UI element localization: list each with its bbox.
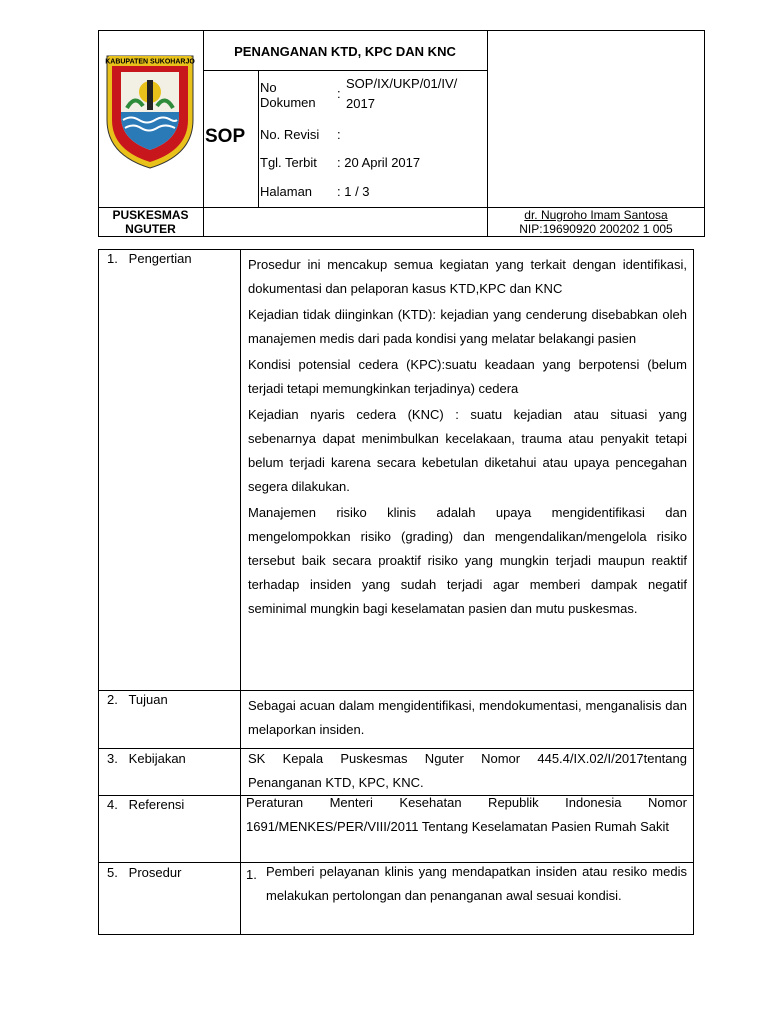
section-label-prosedur: 5. Prosedur (107, 865, 182, 880)
paragraph: Kejadian nyaris cedera (KNC) : suatu kejadian atau situasi yang sebenarnya dapat menimbulkan kecelakaan, trauma atau penyakit tetapi belum terjadi karena secara kebetulan diketahui atau upaya pencegahan segera dilakukan. (248, 407, 687, 494)
procedure-step-text: Pemberi pelayanan klinis yang mendapatkan insiden atau resiko medis melakukan pertolongan dan penanganan awal sesuai kondisi. (266, 864, 687, 903)
kabupaten-logo (105, 50, 195, 170)
paragraph: Kejadian tidak diinginkan (KTD): kejadian yang cenderung disebabkan oleh manajemen medis dari pada kondisi yang melatar belakangi pasien (248, 307, 687, 346)
tgl-terbit-label: Tgl. Terbit (260, 155, 317, 170)
halaman-label: Halaman (260, 184, 313, 199)
signer-name: dr. Nugroho Imam Santosa (524, 208, 668, 222)
signer-block (487, 208, 705, 236)
paragraph: Kondisi potensial cedera (KPC):suatu keadaan yang berpotensi (belum terjadi tetapi memungkinkan terjadinya) cedera (248, 357, 687, 396)
section-label-tujuan: 2. Tujuan (107, 692, 168, 707)
revisi-value: : (337, 127, 341, 142)
procedure-step-number: 1. (246, 867, 257, 882)
svg-text:KABUPATEN SUKOHARJO: KABUPATEN SUKOHARJO (105, 58, 195, 66)
halaman-value: : 1 / 3 (337, 184, 370, 199)
section-label-pengertian: 1. Pengertian (107, 251, 192, 266)
section-label-referensi: 4. Referensi (107, 797, 185, 812)
no-dokumen-value: SOP/IX/UKP/01/IV/ 2017 (346, 76, 458, 111)
no-dokumen-colon: : (337, 86, 341, 101)
paragraph: Prosedur ini mencakup semua kegiatan yang terkait dengan identifikasi, dokumentasi dan pelaporan kasus KTD,KPC dan KNC (248, 257, 687, 296)
signer-nip: NIP:19690920 200202 1 005 (519, 222, 673, 236)
document-title: PENANGANAN KTD, KPC DAN KNC (234, 44, 456, 59)
section-content-referensi: Peraturan Menteri Kesehatan Republik Indonesia Nomor 1691/MENKES/PER/VIII/2011 Tentang Keselamatan Pasien Rumah Sakit (246, 795, 687, 834)
revisi-label: No. Revisi (260, 127, 320, 142)
section-content-tujuan: Sebagai acuan dalam mengidentifikasi, mendokumentasi, menganalisis dan melaporkan insiden. (248, 698, 687, 737)
section-content-kebijakan: SK Kepala Puskesmas Nguter Nomor 445.4/IX.02/I/2017tentang Penanganan KTD, KPC, KNC. (248, 751, 687, 790)
paragraph: Manajemen risiko klinis adalah upaya mengidentifikasi dan mengelompokkan risiko (grading) dan mengendalikan/mengelola risiko tersebut baik secara proaktif risiko yang mungkin terjadi maupun reaktif terhadap insiden yang sudah terjadi agar memberi dampak negatif seminimal mungkin bagi keselamatan pasien dan mutu puskesmas. (248, 505, 687, 616)
tgl-terbit-value: : 20 April 2017 (337, 155, 421, 170)
no-dokumen-label: No Dokumen (260, 80, 316, 110)
organization-name: PUSKESMAS NGUTER (112, 208, 189, 236)
sop-label: SOP (205, 126, 246, 147)
section-content-pengertian (248, 253, 687, 621)
section-label-kebijakan: 3. Kebijakan (107, 751, 186, 766)
